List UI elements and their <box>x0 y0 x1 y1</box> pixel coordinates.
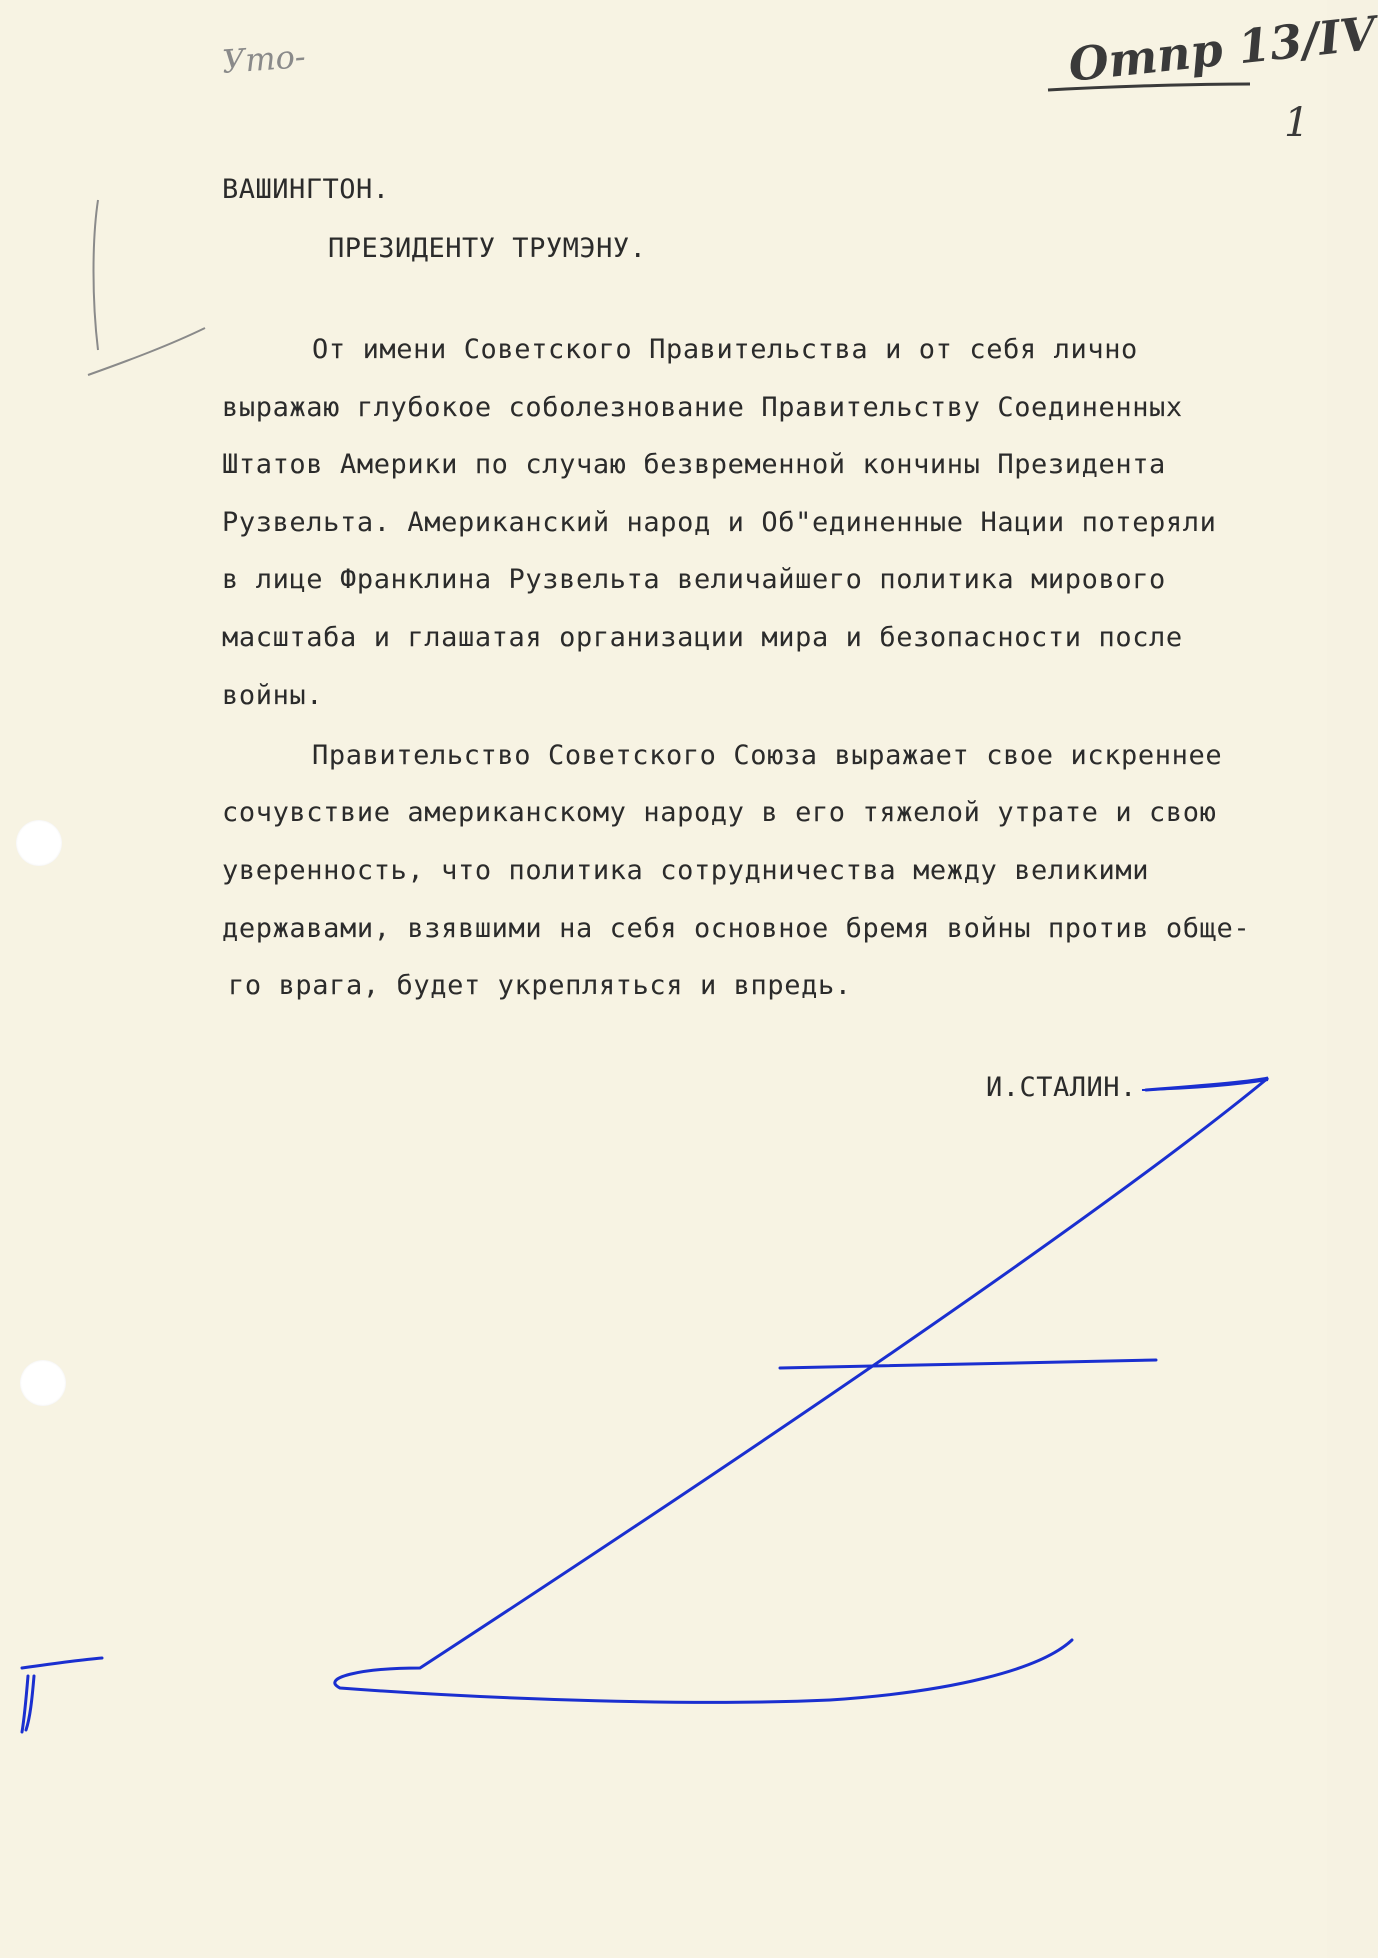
paragraph-2-line-3: уверенность, что политика сотрудничества между великими <box>222 855 1150 886</box>
typed-signature: И.СТАЛИН. <box>986 1072 1137 1103</box>
paragraph-1-line-6: масштаба и глашатая организации мира и безопасности после <box>222 622 1183 653</box>
paragraph-1-line-4: Рузвельта. Американский народ и Об"единенные Нации потеряли <box>222 507 1217 538</box>
city-line: ВАШИНГТОН. <box>222 174 390 205</box>
blue-ink-signature-underline <box>1142 1080 1268 1090</box>
addressee-line: ПРЕЗИДЕНТУ ТРУМЭНУ. <box>328 233 647 264</box>
paragraph-2-line-5: го врага, будет укрепляться и впредь. <box>228 970 852 1001</box>
paragraph-1-line-1: От имени Советского Правительства и от себя лично <box>312 334 1138 365</box>
blue-ink-cross-stroke <box>780 1360 1156 1368</box>
paragraph-1-line-3: Штатов Америки по случаю безвременной кончины Президента <box>222 449 1166 480</box>
page-number: 1 <box>1284 100 1310 146</box>
pencil-margin-mark-icon <box>88 200 205 375</box>
paragraph-1-line-7: войны. <box>222 680 324 711</box>
blue-ink-signature-icon <box>335 1078 1268 1702</box>
top-right-dispatch-note: Отпр 13/IV <box>1066 6 1378 92</box>
punch-hole-lower <box>20 1360 66 1406</box>
blue-ink-margin-mark-icon <box>22 1658 102 1732</box>
paragraph-2-line-4: державами, взявшими на себя основное бремя войны против обще- <box>222 913 1251 944</box>
paragraph-1-line-2: выражаю глубокое соболезнование Правительству Соединенных <box>222 392 1183 423</box>
paragraph-2-line-2: сочувствие американскому народу в его тяжелой утрате и свою <box>222 797 1217 828</box>
punch-hole-upper <box>16 820 62 866</box>
paragraph-1-line-5: в лице Франклина Рузвельта величайшего политика мирового <box>222 564 1166 595</box>
top-left-pencil-note: Уто- <box>220 37 307 81</box>
paragraph-2-line-1: Правительство Советского Союза выражает свое искреннее <box>312 740 1223 771</box>
